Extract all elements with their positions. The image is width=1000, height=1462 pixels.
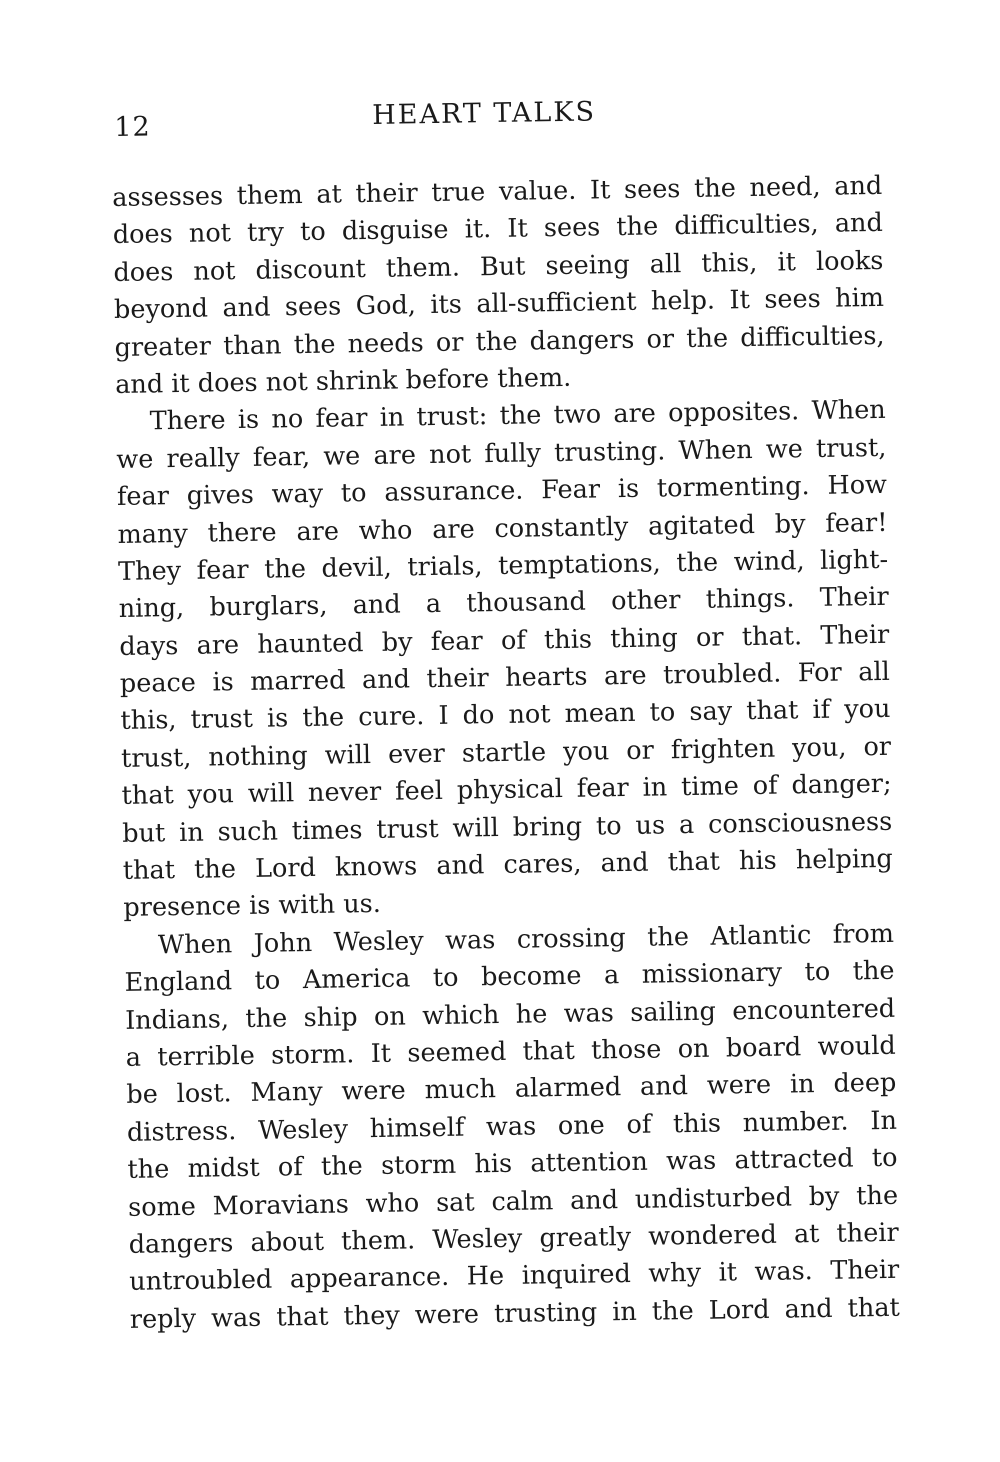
text-line: the midst of the storm his attention was attracted to bbox=[127, 1142, 898, 1186]
text-line: some Moravians who sat calm and undisturbed by the bbox=[127, 1180, 899, 1223]
text-line: reply was that they were trusting in the Lord and that bbox=[129, 1292, 901, 1335]
paragraph bbox=[124, 916, 900, 1339]
text-line: trust, nothing will ever startle you or frighten you, or bbox=[120, 731, 892, 774]
text-line: England to America to become a missionary to the bbox=[124, 956, 895, 999]
text-line: ning, burglars, and a thousand other things. Their bbox=[118, 582, 889, 625]
paragraph bbox=[116, 392, 894, 927]
text-line: presence is with us. bbox=[123, 889, 382, 924]
text-line: distress. Wesley himself was one of this number. In bbox=[126, 1105, 898, 1148]
text-line: this, trust is the cure. I do not mean to say that if you bbox=[120, 694, 891, 737]
text-line: fear gives way to assurance. Fear is tormenting. How bbox=[116, 469, 888, 513]
text-line: be lost. Many were much alarmed and were in deep bbox=[126, 1068, 897, 1111]
text-line: peace is marred and their hearts are troubled. For all bbox=[119, 656, 891, 700]
text-line: beyond and sees God, its all-sufficient help. It sees him bbox=[113, 283, 885, 326]
running-head bbox=[114, 92, 875, 144]
text-line: When John Wesley was crossing the Atlantic from bbox=[157, 918, 895, 961]
running-title: HEART TALKS bbox=[371, 96, 597, 131]
text-line: Indians, the ship on which he was sailing encountered bbox=[124, 993, 896, 1036]
text-line: does not try to disguise it. It sees the difficulties, and bbox=[112, 208, 884, 251]
text-line: many there are who are constantly agitated by fear! bbox=[117, 507, 888, 550]
page-number: 12 bbox=[114, 111, 151, 143]
text-line: dangers about them. Wesley greatly wondered at their bbox=[128, 1217, 899, 1260]
text-line: There is no fear in trust: the two are opposites. When bbox=[149, 395, 886, 437]
text-line: that the Lord knows and cares, and that his helping bbox=[122, 843, 893, 886]
text-line: They fear the devil, trials, temptations, the wind, light- bbox=[117, 544, 889, 587]
text-line: and it does not shrink before them. bbox=[114, 362, 572, 400]
text-line: days are haunted by fear of this thing or that. Their bbox=[119, 619, 890, 662]
text-line: untroubled appearance. He inquired why it was. Their bbox=[129, 1255, 900, 1298]
paragraph bbox=[112, 168, 885, 404]
text-line: a terrible storm. It seemed that those on board would bbox=[125, 1030, 896, 1073]
text-line: assesses them at their true value. It sees the need, and bbox=[112, 170, 883, 213]
text-line: greater than the needs or the dangers or the difficulties, bbox=[114, 320, 885, 363]
text-line: that you will never feel physical fear in time of danger; bbox=[121, 769, 892, 812]
text-line: does not discount them. But seeing all this, it looks bbox=[113, 245, 884, 288]
text-line: we really fear, we are not fully trusting. When we trust, bbox=[116, 432, 887, 475]
text-line: but in such times trust will bring to us a consciousness bbox=[122, 806, 893, 849]
body-text bbox=[112, 168, 900, 1339]
